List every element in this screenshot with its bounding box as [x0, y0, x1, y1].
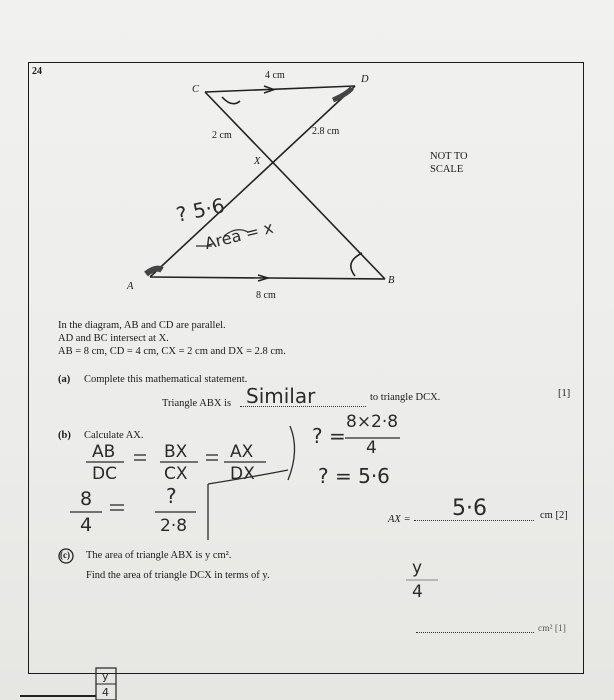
part-a-stem: Triangle ABX is: [162, 398, 232, 409]
label-c: C: [192, 84, 200, 95]
part-c-line-1: The area of triangle ABX is y cm².: [86, 550, 232, 561]
part-b-answer-label: AX =: [388, 514, 411, 525]
q-numerator: 8×2·8: [346, 412, 399, 432]
part-b-instruction: Calculate AX.: [84, 430, 144, 441]
eq-denominator-4: 4: [80, 514, 93, 536]
length-cd: 4 cm: [265, 70, 285, 81]
length-cx: 2 cm: [212, 130, 232, 141]
intro-line-2: AD and BC intersect at X.: [58, 333, 169, 344]
eq-denominator-dx: 2·8: [160, 516, 188, 536]
part-b-answer: 5·6: [452, 496, 487, 521]
ratio-bx: BX: [164, 442, 188, 462]
part-a-answer: Similar: [246, 384, 316, 408]
note-line-2: SCALE: [430, 164, 464, 175]
label-a: A: [127, 281, 134, 292]
part-c-label: (c): [60, 550, 70, 560]
part-b-label: (b): [58, 430, 71, 441]
part-a-suffix: to triangle DCX.: [370, 392, 441, 403]
part-b-unit-marks: cm [2]: [540, 510, 568, 521]
line-cd: [205, 86, 355, 92]
part-a-instruction: Complete this mathematical statement.: [84, 374, 248, 385]
note-line-1: NOT TO: [430, 151, 468, 162]
part-c-answer-denominator: 4: [412, 582, 423, 602]
handwritten-area: Area = x: [202, 217, 276, 254]
eq-numerator-q: ?: [166, 484, 177, 508]
length-ab: 8 cm: [256, 290, 276, 301]
intro-line-1: In the diagram, AB and CD are parallel.: [58, 320, 226, 331]
line-da: [150, 86, 355, 277]
not-to-scale-note: [430, 150, 468, 176]
angle-mark-b: [351, 253, 362, 276]
question-number: 24: [32, 66, 42, 77]
ratio-ab: AB: [92, 442, 116, 462]
label-x: X: [254, 156, 261, 167]
length-dx: 2.8 cm: [312, 126, 340, 137]
part-c-unit-marks: cm² [1]: [538, 624, 566, 634]
margin-box-top: y: [102, 670, 109, 683]
part-a-label: (a): [58, 374, 71, 385]
part-c-line-2: Find the area of triangle DCX in terms of y.: [86, 570, 270, 581]
label-d: D: [361, 74, 369, 85]
margin-box-bottom: 4: [102, 686, 109, 699]
label-b: B: [388, 275, 395, 286]
q-equals-result: ? = 5·6: [318, 464, 390, 488]
q-equals-1: ? =: [312, 424, 346, 448]
part-c-answer-line: [416, 620, 534, 633]
part-a-marks: [1]: [558, 388, 571, 399]
part-c-answer-numerator: y: [412, 558, 423, 578]
angle-mark-c: [222, 97, 240, 104]
line-cb: [202, 92, 385, 279]
intro-line-3: AB = 8 cm, CD = 4 cm, CX = 2 cm and DX = 2.8 cm.: [58, 346, 286, 357]
ratio-dx: DX: [230, 464, 255, 484]
q-denominator: 4: [366, 438, 377, 458]
ratio-dc: DC: [92, 464, 117, 484]
ratio-ax: AX: [230, 442, 254, 462]
eq-numerator-8: 8: [80, 488, 93, 510]
handwritten-guess: ? 5·6: [174, 193, 227, 227]
ratio-cx: CX: [164, 464, 188, 484]
angle-mark-d: [333, 88, 352, 100]
